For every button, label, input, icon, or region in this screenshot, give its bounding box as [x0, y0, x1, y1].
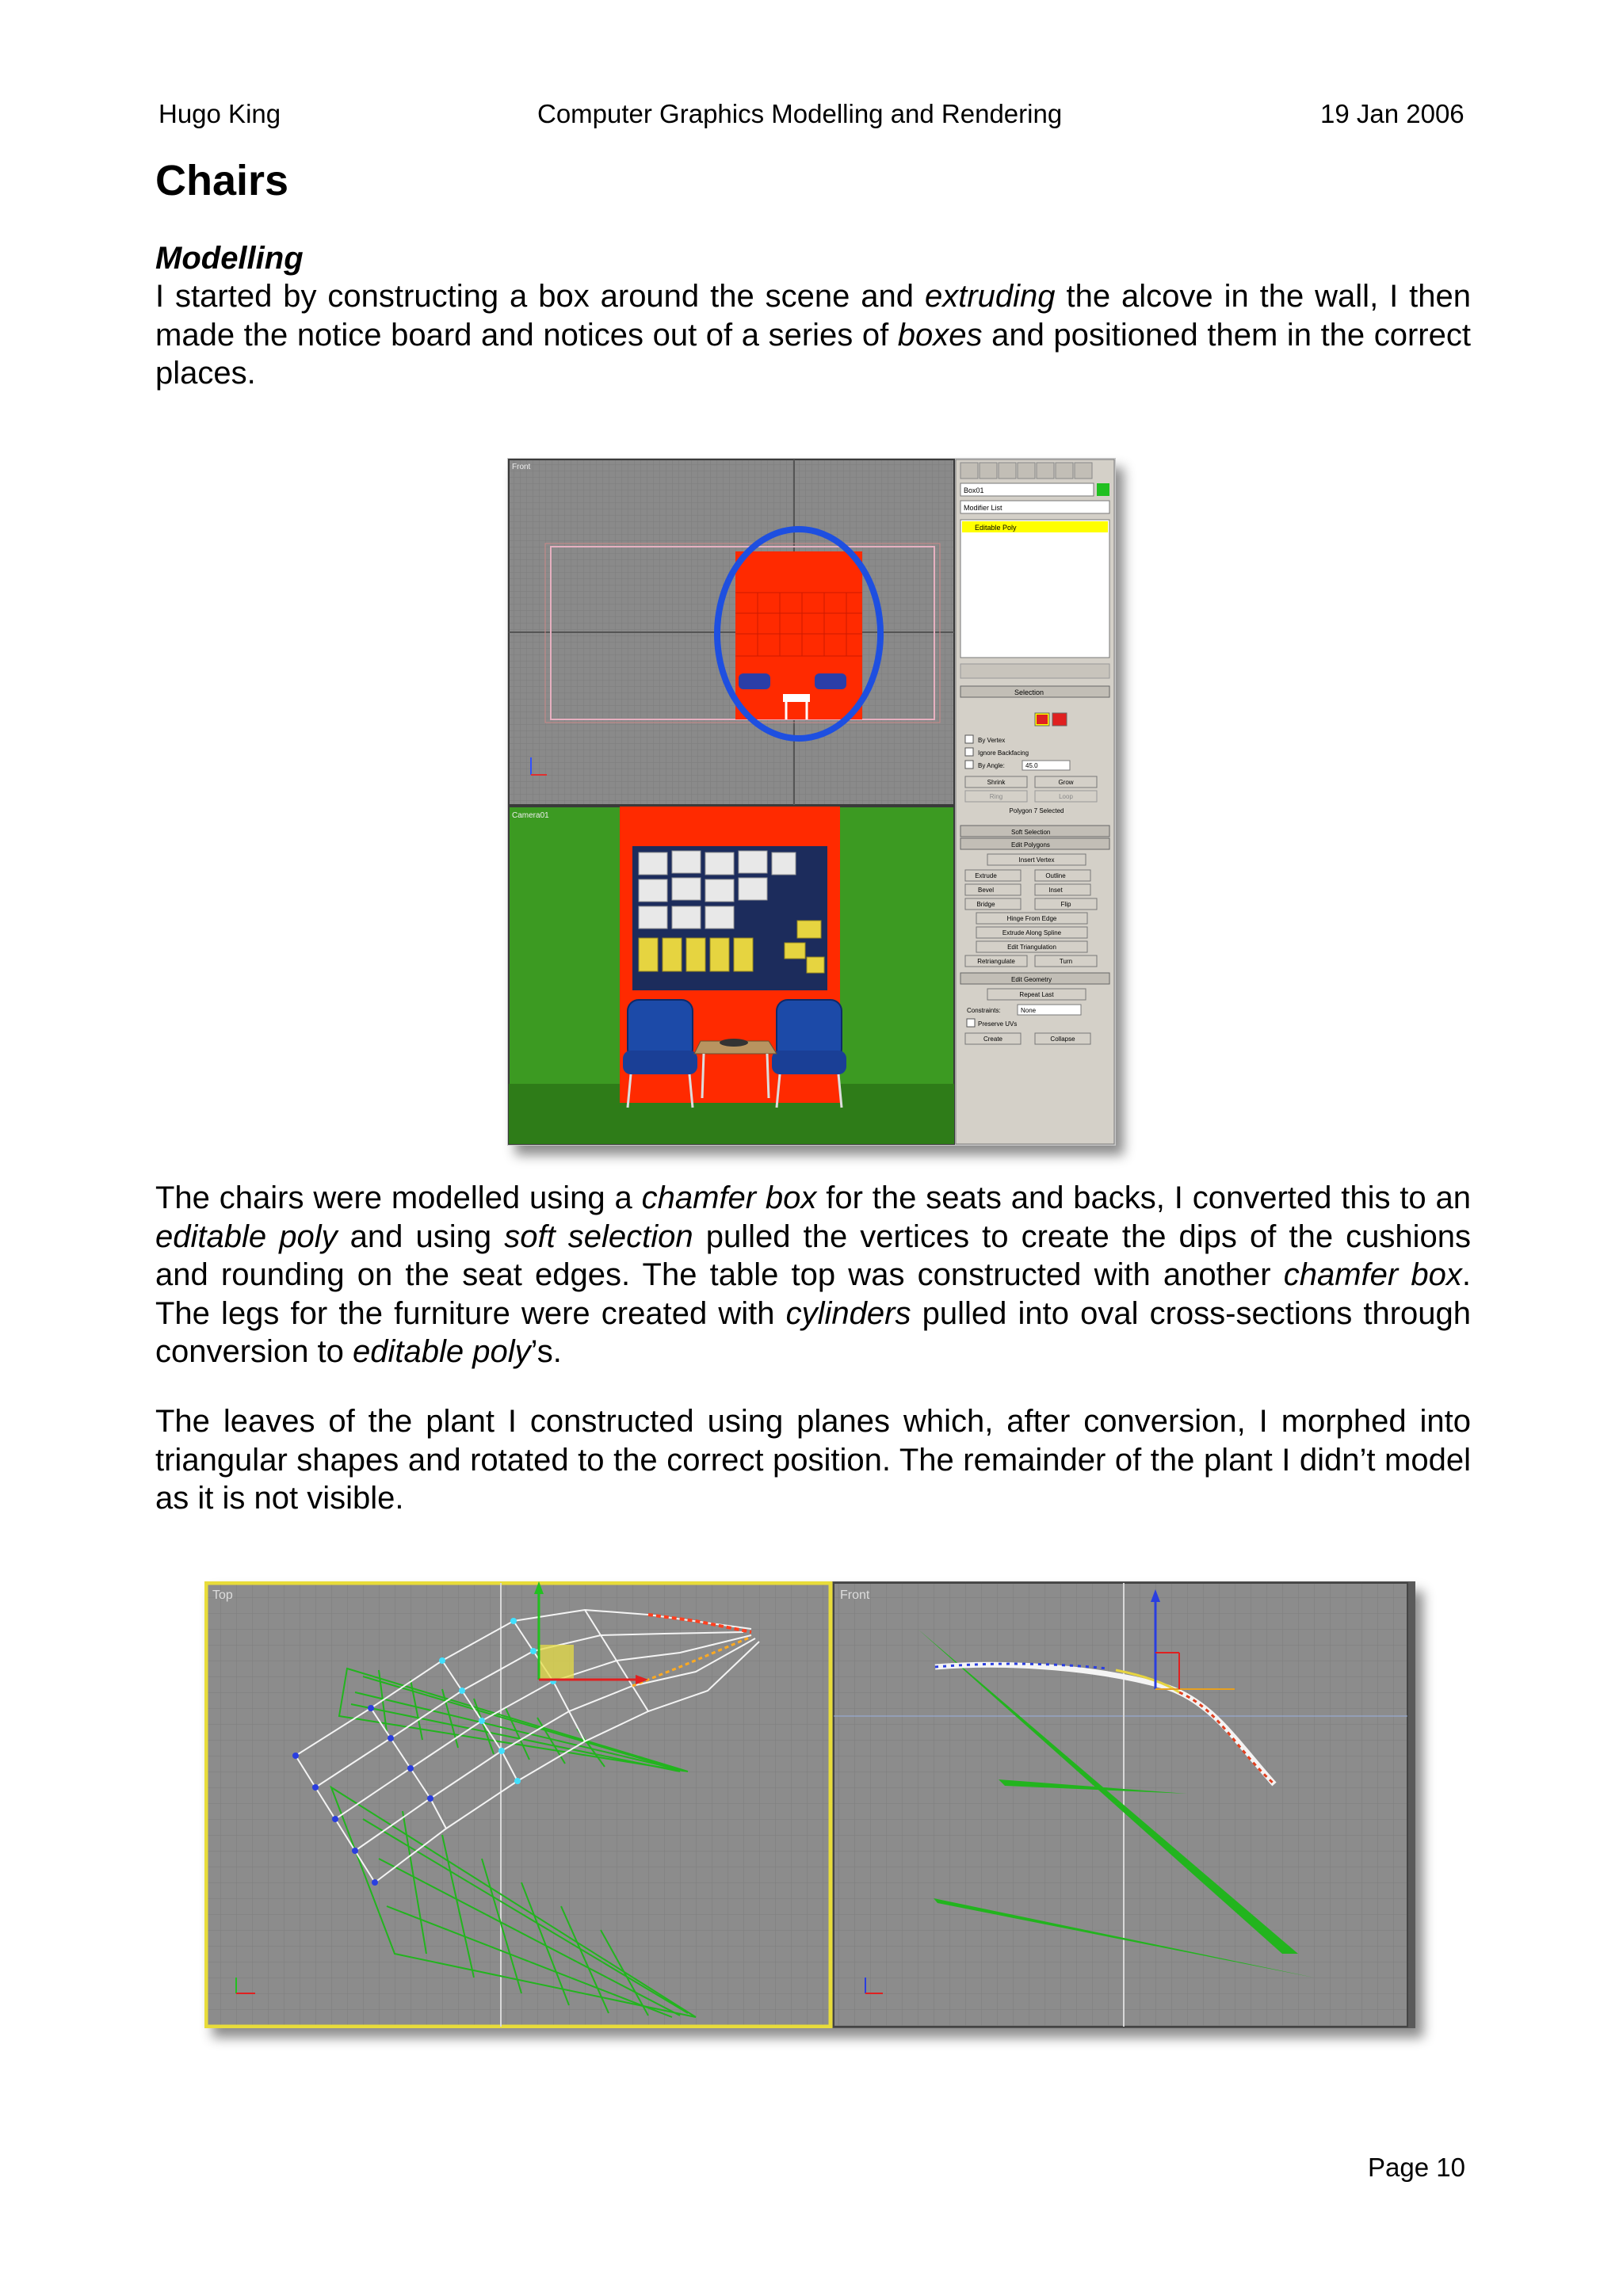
- bevel-label: Bevel: [977, 887, 995, 894]
- text-run: and positioned them in the correct places.: [155, 317, 1471, 391]
- inset-label: Inset: [1048, 887, 1063, 894]
- outline-label: Outline: [1045, 872, 1066, 879]
- paragraph-2: [155, 1179, 1471, 1371]
- ignore-backfacing-label: Ignore Backfacing: [978, 749, 1029, 757]
- section-subtitle: Modelling: [155, 241, 304, 276]
- create-label: Create: [983, 1035, 1003, 1043]
- emphasis-chamfer-box: chamfer box: [1283, 1257, 1462, 1292]
- loop-label: Loop: [1059, 793, 1073, 800]
- figure-2-svg: [204, 1581, 1415, 2028]
- insert-vertex-label: Insert Vertex: [1018, 856, 1055, 864]
- collapse-label: Collapse: [1050, 1035, 1075, 1043]
- extrude-along-spline-label: Extrude Along Spline: [1002, 929, 1062, 936]
- emphasis-chamfer-box: chamfer box: [641, 1180, 817, 1215]
- constraints-label: Constraints:: [967, 1007, 1001, 1014]
- figure-1-screenshot: [507, 458, 1116, 1146]
- paragraph-3: The leaves of the plant I constructed using planes which, after conversion, I morphed into triangular shapes and rotated to the correct position. The remainder of the plant I didn’t model as it is not visible.: [155, 1404, 1471, 1516]
- text-run: the alcove in the wall, I then made the notice board and notices out of a series of: [155, 279, 1472, 353]
- constraints-value: None: [1021, 1007, 1037, 1014]
- by-angle-label: By Angle:: [978, 762, 1005, 769]
- header-date: 19 Jan 2006: [1320, 99, 1465, 128]
- figure-1-svg: [507, 458, 1116, 1146]
- turn-label: Turn: [1059, 958, 1073, 965]
- flip-label: Flip: [1060, 901, 1071, 908]
- selection-status: Polygon 7 Selected: [1009, 807, 1064, 814]
- rollout-title: Selection: [1014, 688, 1044, 696]
- emphasis-editable-poly: editable poly: [353, 1334, 531, 1369]
- grow-label: Grow: [1058, 779, 1074, 786]
- by-vertex-label: By Vertex: [978, 737, 1006, 744]
- text-run: ’s.: [530, 1334, 562, 1369]
- text-run: I started by constructing a box around the scene and: [155, 279, 925, 314]
- emphasis-boxes: boxes: [897, 317, 983, 353]
- text-run: The chairs were modelled using a: [155, 1180, 642, 1215]
- emphasis-soft-selection: soft selection: [504, 1219, 693, 1254]
- front-viewport[interactable]: [509, 460, 954, 805]
- text-run: pulled the vertices to create the dips of the cushions and rounding on the seat edges. The table top was constructed with another: [155, 1219, 1472, 1292]
- rollout-title: Edit Geometry: [1011, 976, 1052, 983]
- front-viewport[interactable]: [834, 1583, 1407, 2027]
- page-title: Chairs: [155, 157, 289, 204]
- object-color-swatch[interactable]: [1097, 483, 1109, 496]
- rollout-title: Edit Polygons: [1011, 841, 1050, 849]
- emphasis-editable-poly: editable poly: [155, 1219, 338, 1254]
- ring-label: Ring: [989, 793, 1003, 800]
- by-angle-value: 45.0: [1025, 762, 1038, 769]
- retriangulate-label: Retriangulate: [977, 958, 1015, 965]
- edit-triangulation-label: Edit Triangulation: [1007, 944, 1056, 951]
- header-author: Hugo King: [158, 99, 281, 128]
- camera-viewport[interactable]: [509, 807, 954, 1144]
- hinge-from-edge-label: Hinge From Edge: [1006, 915, 1057, 922]
- text-run: and using: [337, 1219, 505, 1254]
- top-viewport[interactable]: [206, 1581, 831, 2027]
- page-number: Page 10: [1368, 2153, 1465, 2182]
- extrude-label: Extrude: [975, 872, 997, 879]
- emphasis-cylinders: cylinders: [785, 1295, 911, 1331]
- inset-button[interactable]: [1035, 884, 1090, 895]
- command-panel: [956, 460, 1114, 1144]
- bridge-label: Bridge: [976, 901, 995, 908]
- text-run: . The legs for the furniture were created with: [155, 1257, 1471, 1331]
- rollout-title: Soft Selection: [1011, 829, 1051, 836]
- header-course: Computer Graphics Modelling and Rendering: [537, 99, 1063, 128]
- preserve-uvs-label: Preserve UVs: [978, 1020, 1018, 1028]
- repeat-last-label: Repeat Last: [1019, 991, 1054, 998]
- stack-toolbar[interactable]: [960, 664, 1109, 678]
- stack-item-label: Editable Poly: [975, 524, 1017, 532]
- paragraph-1: [155, 277, 1471, 393]
- modifier-list-label: Modifier List: [964, 504, 1002, 512]
- viewport-label: Front: [512, 463, 531, 471]
- object-name: Box01: [964, 486, 984, 494]
- text-run: pulled into oval cross-sections through conversion to: [155, 1295, 1472, 1369]
- shrink-label: Shrink: [987, 779, 1006, 786]
- figure-2-screenshot: [204, 1581, 1415, 2028]
- emphasis-extruding: extruding: [924, 279, 1056, 314]
- text-run: for the seats and backs, I converted this to an: [816, 1180, 1471, 1215]
- panel-tabs[interactable]: [960, 463, 1092, 479]
- viewport-label: Top: [212, 1589, 233, 1602]
- viewport-label: Front: [840, 1589, 870, 1602]
- modifier-stack[interactable]: [960, 520, 1109, 658]
- viewport-label: Camera01: [512, 811, 549, 820]
- selected-alcove-polygons: [735, 551, 862, 719]
